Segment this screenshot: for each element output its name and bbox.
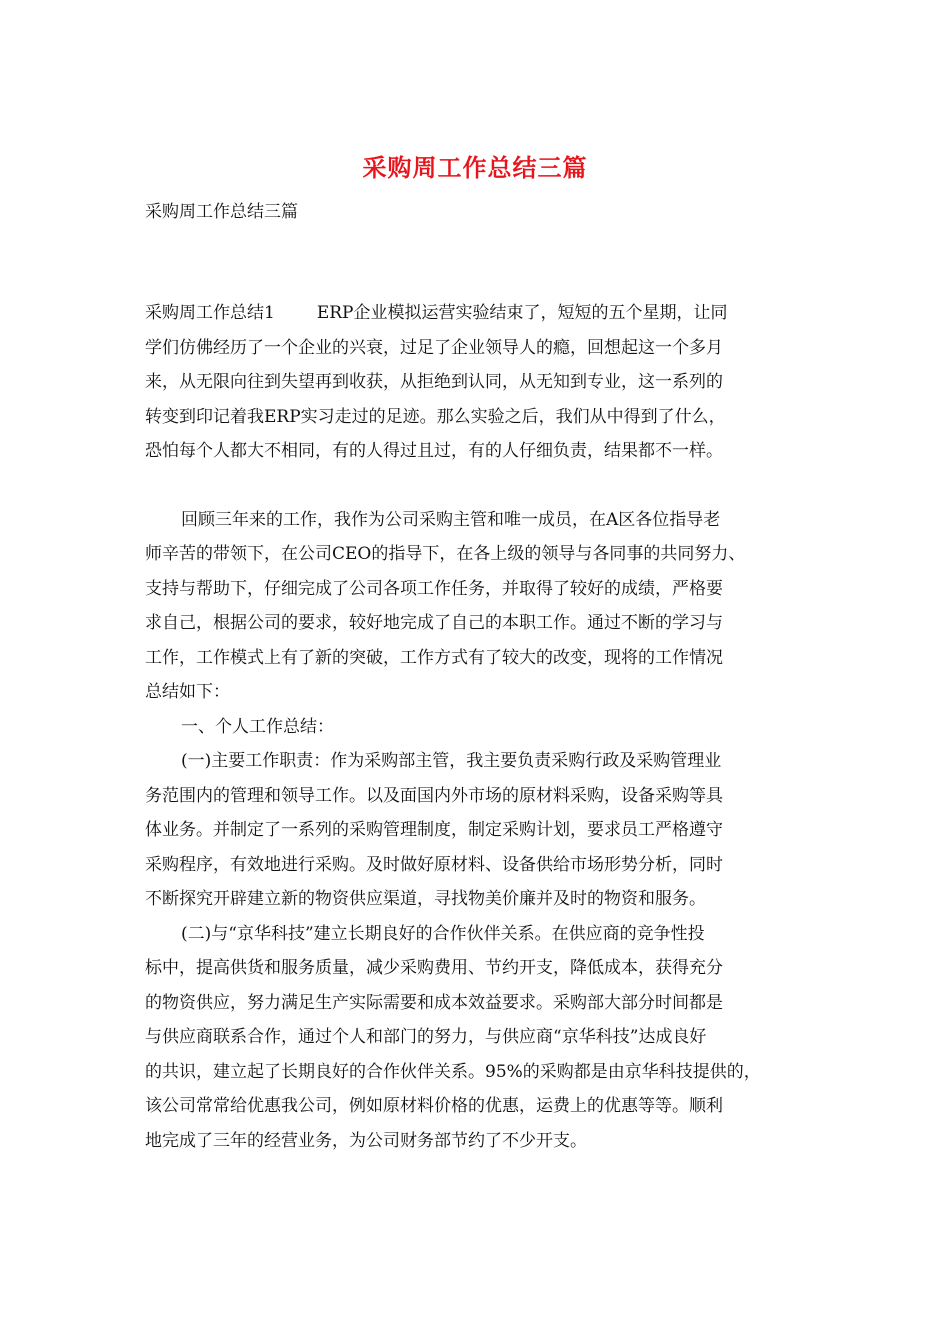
- paragraph-line: 求自己，根据公司的要求，较好地完成了自己的本职工作。通过不断的学习与: [145, 613, 723, 633]
- paragraph-line: 转变到印记着我ERP实习走过的足迹。那么实验之后，我们从中得到了什么，: [145, 406, 726, 427]
- section-heading: 一、个人工作总结：: [181, 716, 334, 737]
- paragraph-line: 地完成了三年的经营业务，为公司财务部节约了不少开支。: [145, 1130, 587, 1151]
- paragraph-line: 工作，工作模式上有了新的突破，工作方式有了较大的改变，现将的工作情况: [145, 647, 723, 668]
- paragraph-line: (二)与“京华科技”建立长期良好的合作伙伴关系。在供应商的竞争性投: [181, 923, 705, 944]
- paragraph-line: 标中，提高供货和服务质量，减少采购费用、节约开支，降低成本，获得充分: [145, 958, 723, 978]
- paragraph-line: 恐怕每个人都大不相同，有的人得过且过，有的人仔细负责，结果都不一样。: [145, 441, 723, 461]
- paragraph-line: 支持与帮助下，仔细完成了公司各项工作任务，并取得了较好的成绩，严格要: [145, 578, 723, 599]
- paragraph-line: ERP企业模拟运营实验结束了，短短的五个星期，让同: [316, 303, 728, 323]
- paragraph-line: 不断探究开辟建立新的物资供应渠道，寻找物美价廉并及时的物资和服务。: [145, 889, 706, 909]
- paragraph-line: 师辛苦的带领下，在公司CEO的指导下，在各上级的领导与各同事的共同努力、: [145, 544, 746, 564]
- paragraph-line: 学们仿佛经历了一个企业的兴衰，过足了企业领导人的瘾，回想起这一个多月: [145, 337, 723, 358]
- section-heading-1: 采购周工作总结1: [145, 303, 275, 323]
- document-subtitle: 采购周工作总结三篇: [145, 202, 298, 222]
- paragraph-line: 总结如下：: [145, 682, 230, 702]
- document-body: [145, 296, 815, 1158]
- paragraph-1-first-line: [145, 296, 815, 331]
- paragraph-line: 的物资供应，努力满足生产实际需要和成本效益要求。采购部大部分时间都是: [145, 992, 723, 1013]
- paragraph-line: 回顾三年来的工作，我作为公司采购主管和唯一成员，在A区各位指导老: [181, 509, 721, 530]
- paragraph-line: 来，从无限向往到失望再到收获，从拒绝到认同，从无知到专业，这一系列的: [145, 372, 723, 392]
- paragraph-line: 与供应商联系合作，通过个人和部门的努力，与供应商“京华科技”达成良好: [145, 1027, 707, 1047]
- paragraph-line: 务范围内的管理和领导工作。以及面国内外市场的原材料采购，设备采购等具: [145, 785, 723, 806]
- document-title: 采购周工作总结三篇: [362, 153, 588, 182]
- paragraph-gap: [145, 469, 815, 503]
- paragraph-line: (一)主要工作职责：作为采购部主管，我主要负责采购行政及采购管理业: [181, 751, 722, 771]
- paragraph-line: 该公司常常给优惠我公司，例如原材料价格的优惠，运费上的优惠等等。顺利: [145, 1096, 723, 1116]
- paragraph-line: 的共识，建立起了长期良好的合作伙伴关系。95%的采购都是由京华科技提供的，: [145, 1061, 761, 1082]
- paragraph-line: 体业务。并制定了一系列的采购管理制度，制定采购计划，要求员工严格遵守: [145, 820, 723, 840]
- paragraph-line: 采购程序，有效地进行采购。及时做好原材料、设备供给市场形势分析，同时: [145, 854, 723, 875]
